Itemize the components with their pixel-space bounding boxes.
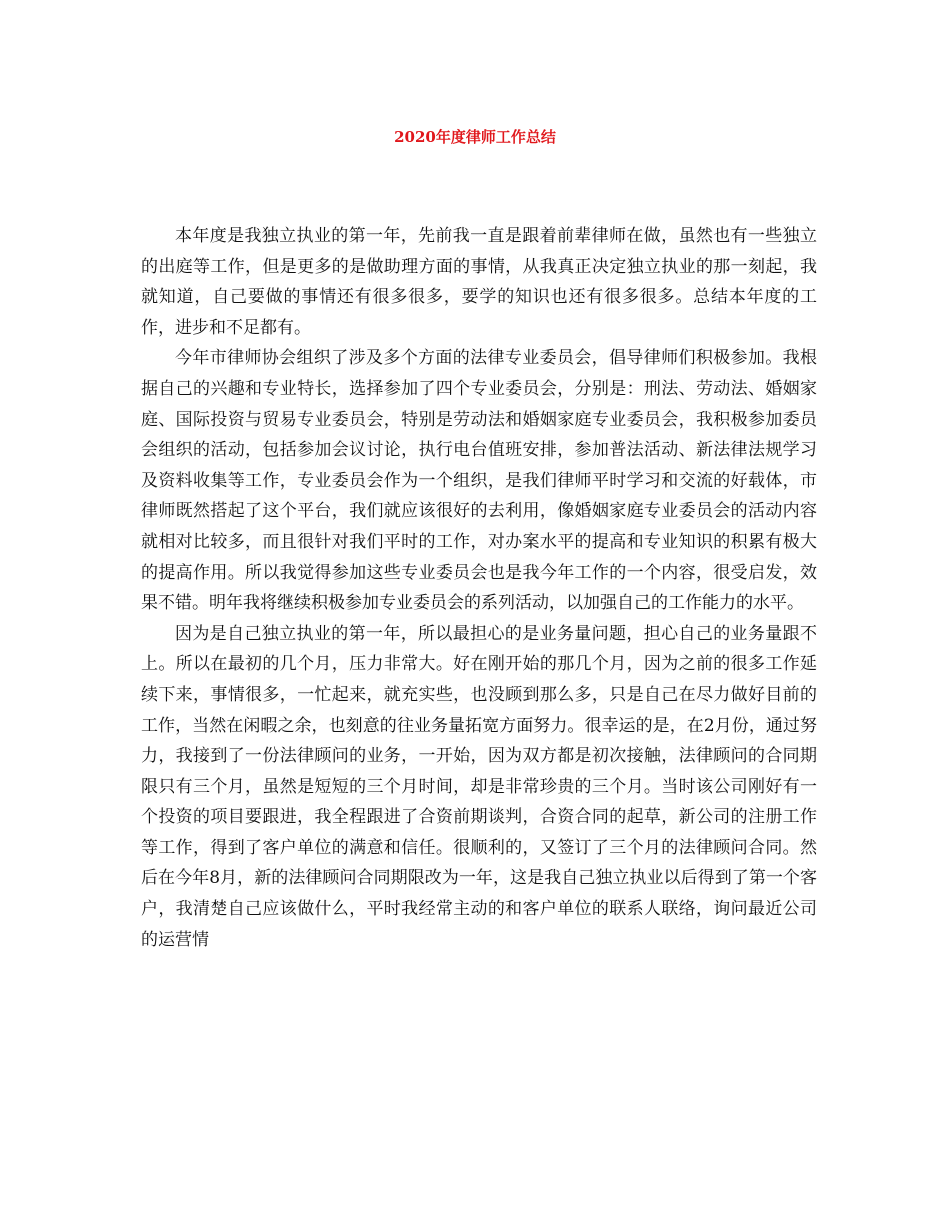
document-body — [141, 221, 817, 955]
paragraph-1: 本年度是我独立执业的第一年，先前我一直是跟着前辈律师在做，虽然也有一些独立的出庭等工作，但是更多的是做助理方面的事情，从我真正决定独立执业的那一刻起，我就知道，自己要做的事情还有很多很多，要学的知识也还有很多很多。总结本年度的工作，进步和不足都有。 — [141, 226, 817, 338]
paragraph-2: 今年市律师协会组织了涉及多个方面的法律专业委员会，倡导律师们积极参加。我根据自己的兴趣和专业特长，选择参加了四个专业委员会，分别是：刑法、劳动法、婚姻家庭、国际投资与贸易专业委员会，特别是劳动法和婚姻家庭专业委员会，我积极参加委员会组织的活动，包括参加会议讨论，执行电台值班安排，参加普法活动、新法律法规学习及资料收集等工作，专业委员会作为一个组织，是我们律师平时学习和交流的好载体，市律师既然搭起了这个平台，我们就应该很好的去利用，像婚姻家庭专业委员会的活动内容就相对比较多，而且很针对我们平时的工作，对办案水平的提高和专业知识的积累有极大的提高作用。所以我觉得参加这些专业委员会也是我今年工作的一个内容，很受启发，效果不错。明年我将继续积极参加专业委员会的系列活动，以加强自己的工作能力的水平。 — [141, 348, 817, 614]
document-title: 2020年度律师工作总结 — [394, 128, 556, 146]
paragraph-3: 因为是自己独立执业的第一年，所以最担心的是业务量问题，担心自己的业务量跟不上。所以在最初的几个月，压力非常大。好在刚开始的那几个月，因为之前的很多工作延续下来，事情很多，一忙起来，就充实些，也没顾到那么多，只是自己在尽力做好目前的工作，当然在闲暇之余，也刻意的往业务量拓宽方面努力。很幸运的是，在2月份，通过努力，我接到了一份法律顾问的业务，一开始，因为双方都是初次接触，法律顾问的合同期限只有三个月，虽然是短短的三个月时间，却是非常珍贵的三个月。当时该公司刚好有一个投资的项目要跟进，我全程跟进了合资前期谈判，合资合同的起草，新公司的注册工作等工作，得到了客户单位的满意和信任。很顺利的，又签订了三个月的法律顾问合同。然后在今年8月，新的法律顾问合同期限改为一年，这是我自己独立执业以后得到了第一个客户，我清楚自己应该做什么，平时我经常主动的和客户单位的联系人联络，询问最近公司的运营情 — [141, 623, 817, 950]
